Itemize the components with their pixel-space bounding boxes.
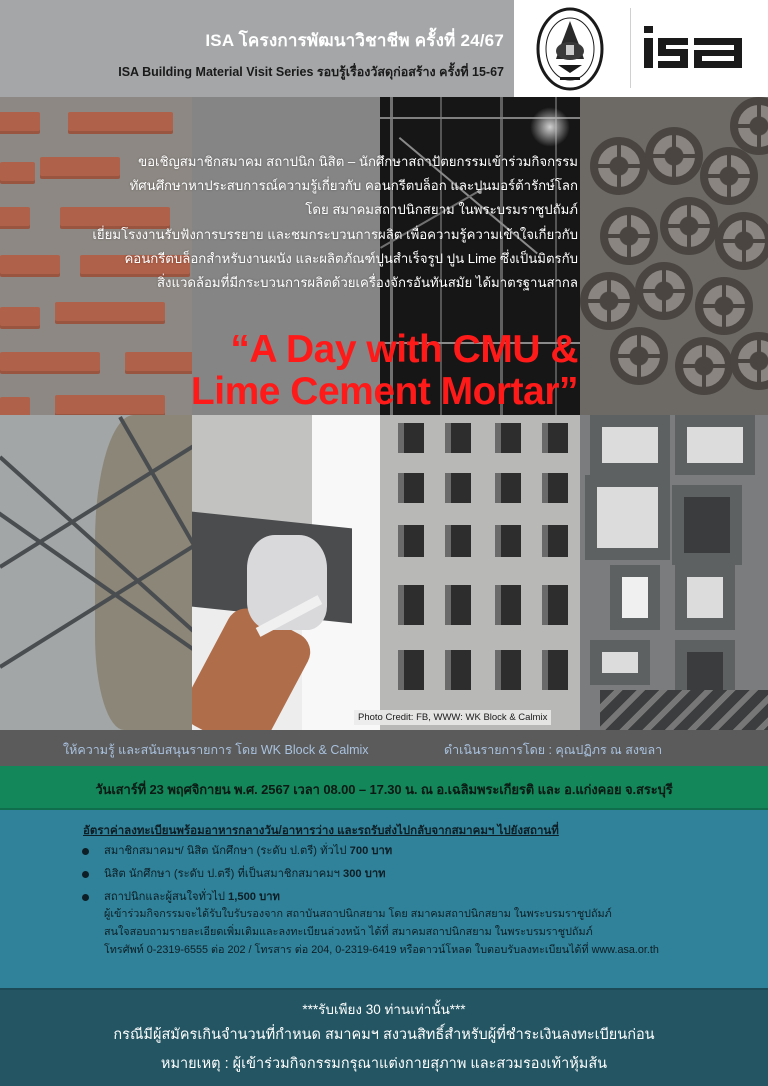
date-band xyxy=(0,766,768,810)
registration-section xyxy=(0,810,768,988)
fee-label: นิสิต นักศึกษา (ระดับ ป.ตรี) ที่เป็นสมาชิกสมาคมฯ xyxy=(104,868,340,880)
intro-line: คอนกรีตบล็อกสำหรับงานผนัง และผลิตภัณฑ์ปูนสำเร็จรูป ปูน Lime ซึ่งเป็นมิตรกับ xyxy=(124,250,578,266)
fee-label: สมาชิกสมาคมฯ/ นิสิต นักศึกษา (ระดับ ป.ตรี) ทั่วไป xyxy=(104,845,347,857)
asa-seal-icon xyxy=(536,7,604,91)
intro-line: สิ่งแวดล้อมที่มีกระบวนการผลิตด้วยเครื่องจักรอันทันสมัย ได้มาตรฐานสากล xyxy=(156,275,578,291)
fee-list xyxy=(80,844,760,967)
bullet-icon xyxy=(82,871,89,878)
block-wall-photo xyxy=(380,415,580,730)
event-title xyxy=(191,329,578,413)
fee-price: 300 บาท xyxy=(342,868,386,880)
overbooking-notice: กรณีมีผู้สมัครเกินจำนวนที่กำหนด สมาคมฯ สงวนสิทธิ์สำหรับผู้ที่ชำระเงินลงทะเบียนก่อน xyxy=(113,1027,655,1043)
footer-band xyxy=(0,988,768,1086)
bullet-icon xyxy=(82,894,89,901)
page-title: ISA โครงการพัฒนาวิชาชีพ ครั้งที่ 24/67 xyxy=(205,31,504,50)
quota-notice: ***รับเพียง 30 ท่านเท่านั้น*** xyxy=(302,1002,466,1017)
intro-line: ขอเชิญสมาชิกสมาคม สถาปนิก นิสิต – นักศึกษาสถาปัตยกรรมเข้าร่วมกิจกรรม xyxy=(138,154,578,169)
sponsor-band xyxy=(0,730,768,766)
certificate-note: ผู้เข้าร่วมกิจกรรมจะได้รับใบรับรองจาก สถาบันสถาปนิกสยาม โดย สมาคมสถาปนิกสยาม ในพระบรมราชูปถัมภ์ xyxy=(104,908,612,920)
intro-line: โดย สมาคมสถาปนิกสยาม ในพระบรมราชูปถัมภ์ xyxy=(305,202,578,218)
page-subtitle: ISA Building Material Visit Series รอบรู้เรื่องวัสดุก่อสร้าง ครั้งที่ 15-67 xyxy=(118,65,504,79)
photo-credit: Photo Credit: FB, WWW: WK Block & Calmix xyxy=(354,710,551,725)
hosted-by-text: ดำเนินรายการโดย : คุณปฏิภร ณ สงขลา xyxy=(444,743,663,757)
dress-code-notice: หมายเหตุ : ผู้เข้าร่วมกิจกรรมกรุณาแต่งกายสุภาพ และสวมรองเท้าหุ้มส้น xyxy=(160,1056,608,1072)
contact-note: โทรศัพท์ 0-2319-6555 ต่อ 202 / โทรสาร ต่อ 204, 0-2319-6419 หรือดาวน์โหลด ใบตอบรับลงทะเบียนได้ที่ www.asa.or.th xyxy=(104,944,659,956)
registration-heading: อัตราค่าลงทะเบียนพร้อมอาหารกลางวัน/อาหารว่าง และรถรับส่งไปกลับจากสมาคมฯ ไปยังสถานที่ xyxy=(83,825,559,837)
breeze-block-stack-photo xyxy=(580,97,768,415)
fee-label: สถาปนิกและผู้สนใจทั่วไป xyxy=(104,891,225,903)
photo-collage xyxy=(0,97,768,730)
inquiry-note: สนใจสอบถามรายละเอียดเพิ่มเติมและลงทะเบียนล่วงหน้า ได้ที่ สมาคมสถาปนิกสยาม ในพระบรมราชูปถัมภ์ xyxy=(104,926,593,938)
logo-divider xyxy=(630,8,631,88)
isa-logo-icon xyxy=(644,26,744,68)
event-date-location: วันเสาร์ที่ 23 พฤศจิกายน พ.ศ. 2567 เวลา 08.00 – 17.30 น. ณ อ.เฉลิมพระเกียรติ และ อ.แก่งคอย จ.สระบุรี xyxy=(95,782,673,797)
fee-item-member-student xyxy=(80,844,760,859)
fee-price: 700 บาท xyxy=(349,845,393,857)
intro-line: ทัศนศึกษาหาประสบการณ์ความรู้เกี่ยวกับ คอนกรีตบล็อก และปูนมอร์ต้ารักษ์โลก xyxy=(129,178,578,194)
mesh-mortar-photo xyxy=(0,415,192,730)
header-logos xyxy=(514,0,768,97)
bullet-icon xyxy=(82,848,89,855)
fee-item-general xyxy=(80,890,760,959)
supported-by-text: ให้ความรู้ และสนับสนุนรายการ โดย WK Block & Calmix xyxy=(63,743,369,757)
trowel-plastering-photo xyxy=(192,415,380,730)
event-title-line-2: Lime Cement Mortar” xyxy=(190,370,578,413)
intro-line: เยี่ยมโรงงานรับฟังการบรรยาย และชมกระบวนการผลิต เพื่อความรู้ความเข้าใจเกี่ยวกับ xyxy=(92,226,578,242)
cmu-blocks-photo xyxy=(580,415,768,730)
intro-text xyxy=(0,150,578,295)
fee-price: 1,500 บาท xyxy=(228,891,280,903)
header-title-panel xyxy=(0,0,514,97)
header xyxy=(0,0,768,97)
event-title-line-1: “A Day with CMU & xyxy=(230,328,578,371)
fee-item-student-member xyxy=(80,867,760,882)
